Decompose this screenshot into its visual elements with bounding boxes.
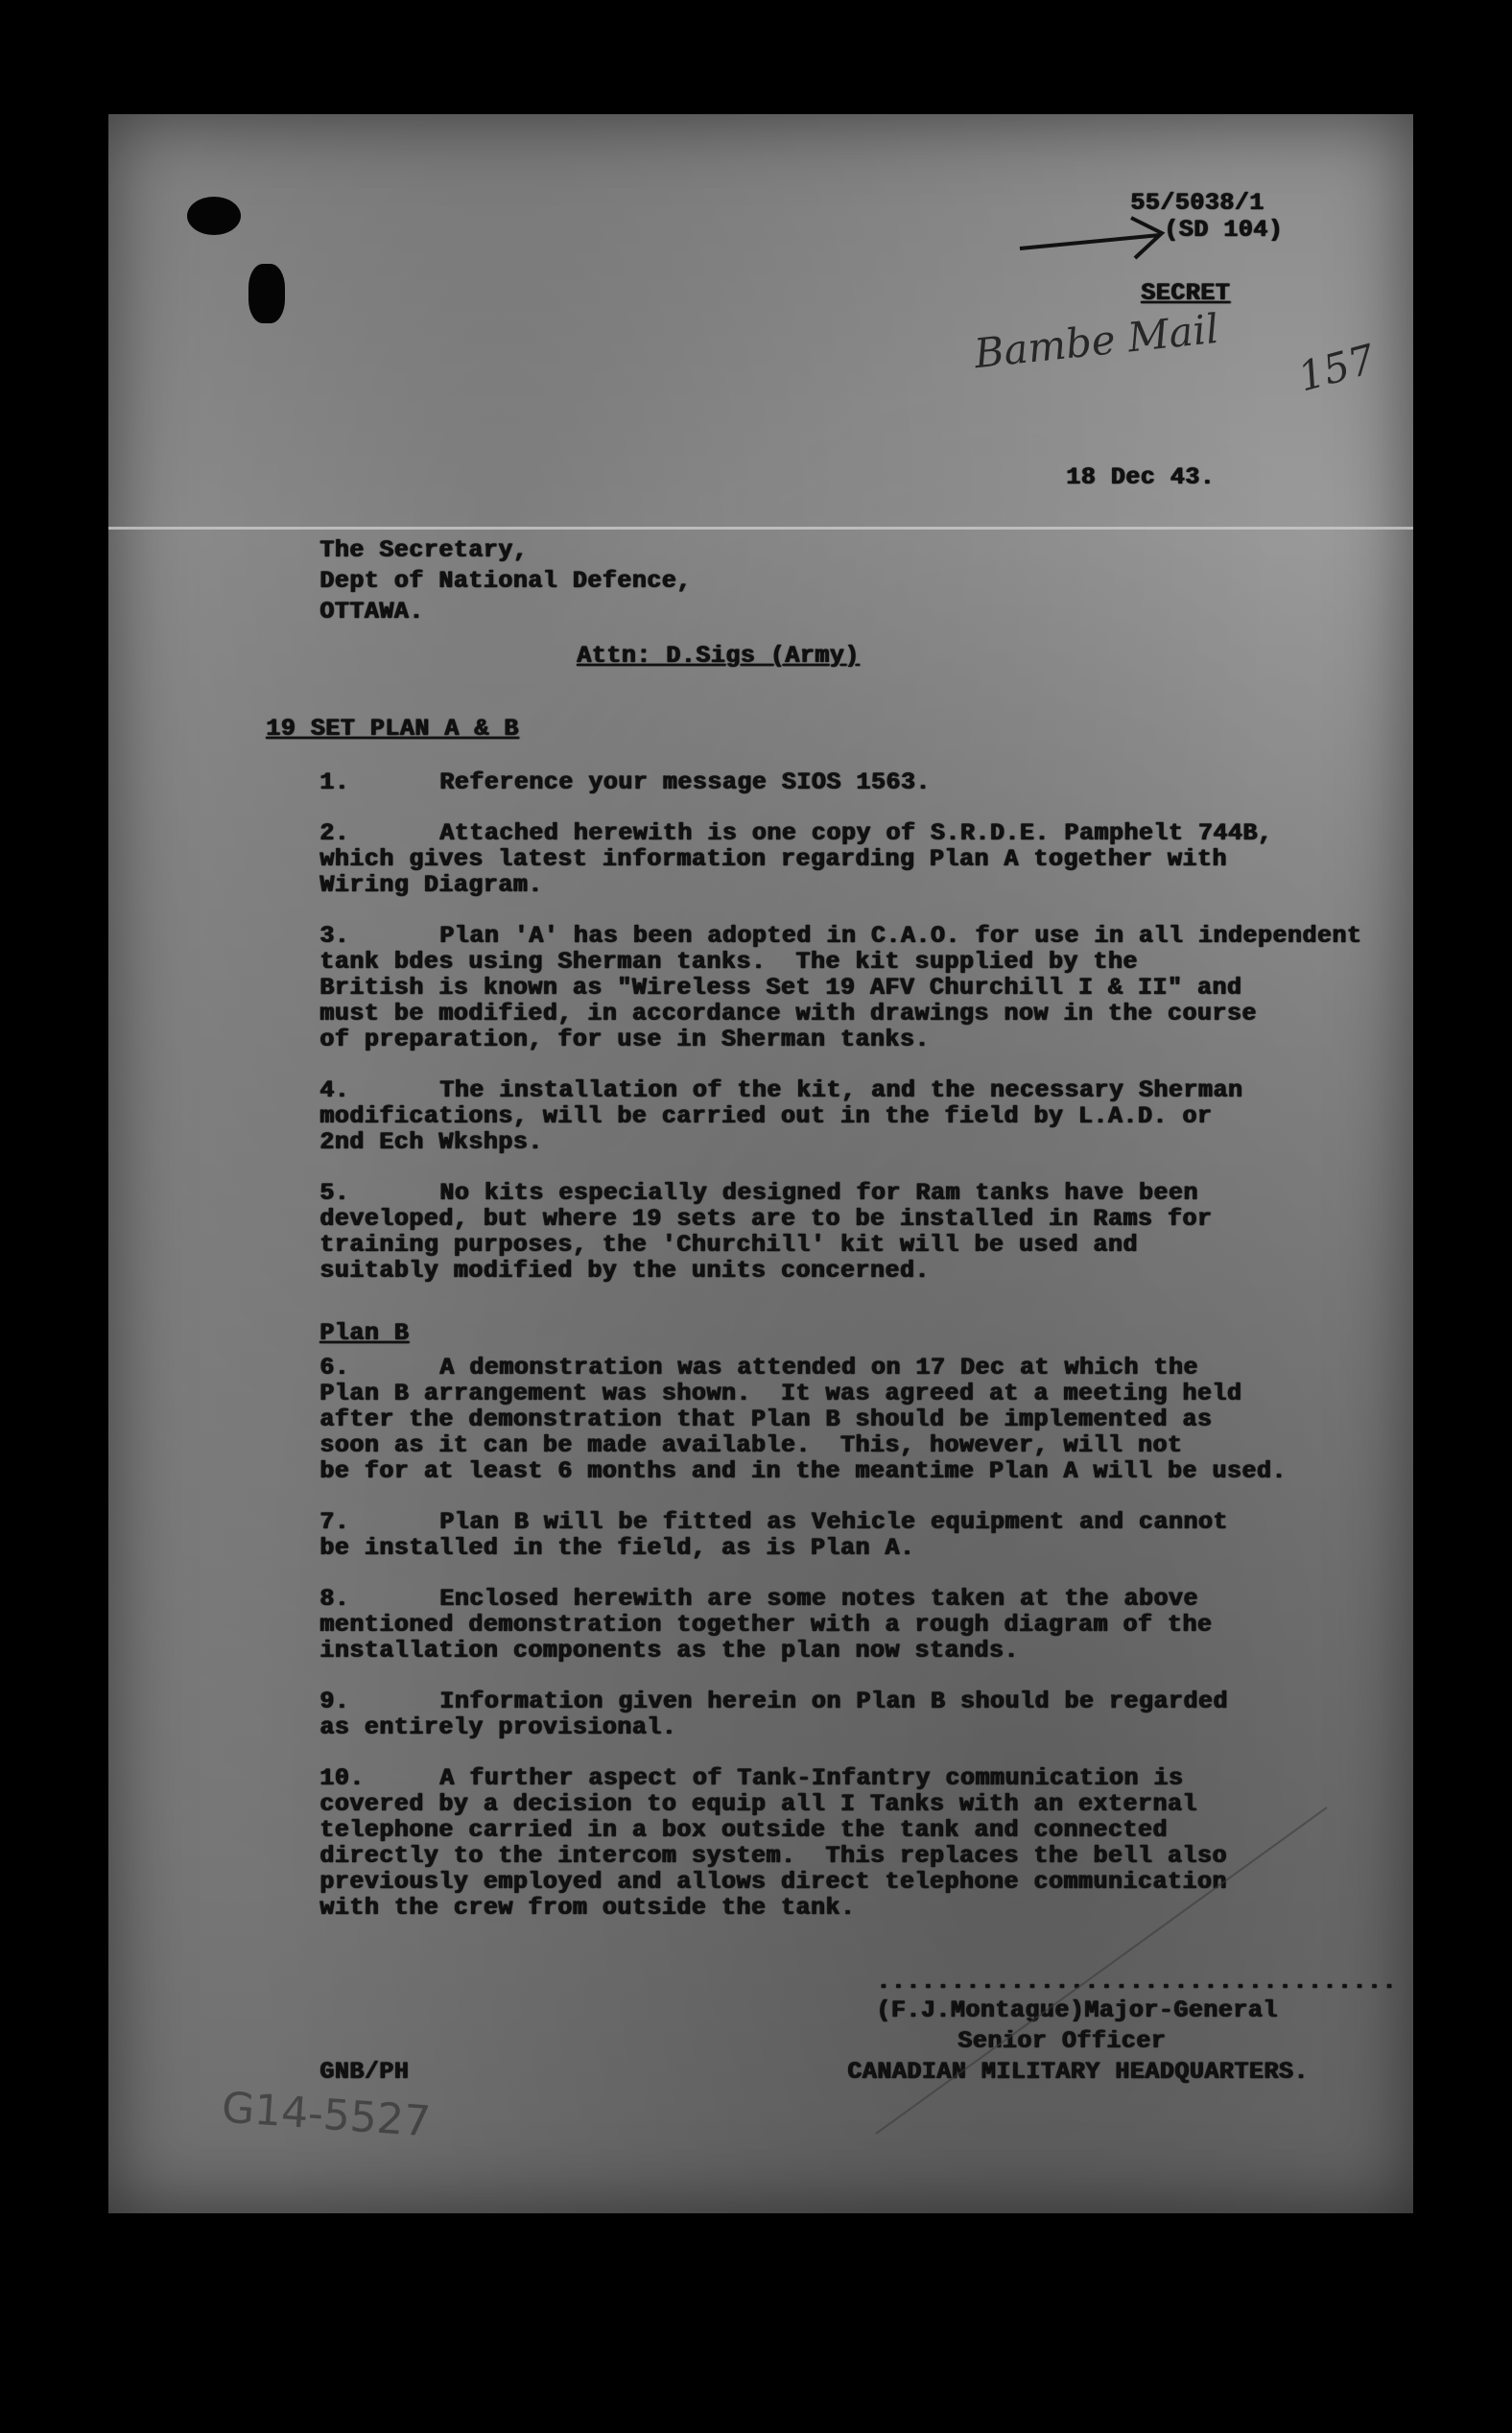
page-fold-line: [108, 527, 1413, 530]
handwritten-number: 157: [1293, 335, 1381, 401]
paragraph-line: tank bdes using Sherman tanks. The kit supplied by the: [319, 948, 1138, 976]
attention-line: Attn: D.Sigs (Army): [577, 642, 860, 670]
paragraph-line: mentioned demonstration together with a rough diagram of the: [319, 1611, 1213, 1639]
signatory-title: Senior Officer: [957, 2027, 1167, 2055]
handwritten-arrow-icon: [1016, 210, 1169, 268]
paragraph-line: previously employed and allows direct telephone communication: [319, 1868, 1227, 1896]
paragraph-number: 6.: [319, 1354, 350, 1382]
paragraph-line: be for at least 6 months and in the meantime Plan A will be used.: [319, 1457, 1287, 1485]
classification-stamp: SECRET: [1141, 279, 1231, 307]
pencil-stroke: [866, 1798, 1346, 2143]
paragraph-line: modifications, will be carried out in the field by L.A.D. or: [319, 1102, 1213, 1130]
paragraph-line: developed, but where 19 sets are to be installed in Rams for: [319, 1205, 1213, 1233]
pencil-note: G14-5527: [220, 2083, 433, 2147]
paragraph-number: 8.: [319, 1585, 350, 1613]
paragraph-line: directly to the intercom system. This replaces the bell also: [319, 1842, 1227, 1870]
signature-dots: ...................................: [876, 1968, 1397, 1996]
paragraph-number: 1.: [319, 768, 350, 796]
paragraph-line: Enclosed herewith are some notes taken at the above: [439, 1585, 1198, 1613]
signatory-name: (F.J.Montague)Major-General: [876, 1996, 1278, 2024]
paragraph-number: 10.: [319, 1764, 365, 1792]
document-page: [108, 114, 1413, 2213]
paragraph-line: British is known as "Wireless Set 19 AFV Churchill I & II" and: [319, 974, 1242, 1002]
paragraph-line: A demonstration was attended on 17 Dec at which the: [439, 1354, 1198, 1382]
paragraph-line: 2nd Ech Wkshps.: [319, 1128, 543, 1156]
paragraph-line: telephone carried in a box outside the tank and connected: [319, 1816, 1168, 1844]
paragraph-line: Plan 'A' has been adopted in C.A.O. for use in all independent: [439, 922, 1362, 950]
ink-blot: [187, 197, 241, 235]
paragraph-number: 2.: [319, 819, 350, 847]
paragraph-line: which gives latest information regarding Plan A together with: [319, 845, 1227, 873]
paragraph-number: 4.: [319, 1076, 350, 1104]
paragraph-line: with the crew from outside the tank.: [319, 1894, 856, 1922]
plan-b-heading: Plan B: [319, 1319, 410, 1347]
paragraph-line: Wiring Diagram.: [319, 871, 543, 899]
file-reference: 55/5038/1: [1130, 189, 1264, 217]
paragraph-line: must be modified, in accordance with drawings now in the course: [319, 1000, 1257, 1028]
paragraph-line: after the demonstration that Plan B should be implemented as: [319, 1405, 1213, 1433]
paragraph-line: be installed in the field, as is Plan A.: [319, 1534, 915, 1562]
paragraph-line: Attached herewith is one copy of S.R.D.E. Pamphelt 744B,: [439, 819, 1273, 847]
addressee-line: Dept of National Defence,: [319, 567, 692, 595]
paragraph-line: suitably modified by the units concerned.: [319, 1257, 930, 1285]
handwritten-note: Bambe Mail: [972, 304, 1221, 378]
signatory-hq: CANADIAN MILITARY HEADQUARTERS.: [847, 2058, 1309, 2086]
paragraph-line: Reference your message SIOS 1563.: [439, 768, 931, 796]
paragraph-line: No kits especially designed for Ram tanks have been: [439, 1179, 1198, 1207]
paragraph-line: training purposes, the 'Churchill' kit will be used and: [319, 1231, 1138, 1259]
paragraph-number: 3.: [319, 922, 350, 950]
paragraph-line: covered by a decision to equip all I Tanks with an external: [319, 1790, 1197, 1818]
document-date: 18 Dec 43.: [1066, 463, 1216, 491]
paragraph-line: as entirely provisional.: [319, 1713, 677, 1741]
paragraph-line: Plan B arrangement was shown. It was agreed at a meeting held: [319, 1380, 1242, 1407]
paragraph-number: 5.: [319, 1179, 350, 1207]
paragraph-number: 9.: [319, 1688, 350, 1715]
paragraph-line: soon as it can be made available. This, however, will not: [319, 1431, 1183, 1459]
subject-heading: 19 SET PLAN A & B: [266, 715, 519, 743]
paragraph-line: The installation of the kit, and the necessary Sherman: [439, 1076, 1243, 1104]
reference-initials: GNB/PH: [319, 2058, 410, 2086]
paragraph-number: 7.: [319, 1508, 350, 1536]
paragraph-line: installation components as the plan now stands.: [319, 1637, 1019, 1665]
paragraph-line: Information given herein on Plan B should be regarded: [439, 1688, 1228, 1715]
sd-reference: (SD 104): [1164, 216, 1284, 244]
paragraph-line: Plan B will be fitted as Vehicle equipment and cannot: [439, 1508, 1228, 1536]
paragraph-line: A further aspect of Tank-Infantry communication is: [439, 1764, 1184, 1792]
addressee-line: The Secretary,: [319, 536, 529, 564]
addressee-line: OTTAWA.: [319, 598, 424, 626]
ink-blot: [248, 264, 285, 323]
paragraph-line: of preparation, for use in Sherman tanks.: [319, 1026, 930, 1053]
